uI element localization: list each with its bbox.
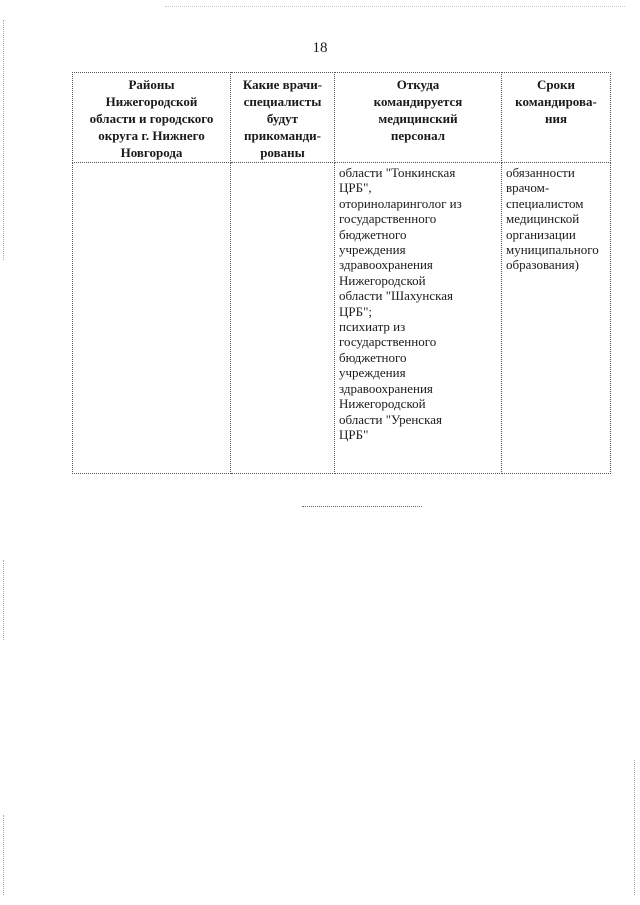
cell-district — [73, 163, 231, 474]
header-origin: Откуда командируется медицинский персонал — [335, 73, 502, 163]
scan-edge-right — [634, 760, 635, 895]
scan-edge-top — [165, 6, 625, 7]
cell-specialists — [231, 163, 335, 474]
table-header-row — [73, 73, 611, 163]
cell-origin: области "Тонкинская ЦРБ", оториноларинголог из государственного бюджетного учреждения здравоохранения Нижегородской области "Шахунская ЦРБ"; психиатр из государственного бюджетного учреждения здравоохранения Нижегородской области "Уренская ЦРБ" — [335, 163, 502, 474]
scan-edge-left-lower — [3, 560, 4, 640]
cell-period: обязанности врачом- специалистом медицинской организации муниципального образования) — [502, 163, 611, 474]
header-districts: Районы Нижегородской области и городского округа г. Нижнего Новгорода — [73, 73, 231, 163]
header-period: Сроки командирова- ния — [502, 73, 611, 163]
end-rule-divider — [302, 506, 422, 507]
table-row — [73, 163, 611, 474]
assignment-table — [72, 72, 611, 474]
header-specialists: Какие врачи- специалисты будут прикоманди- рованы — [231, 73, 335, 163]
page-number: 18 — [312, 40, 328, 56]
scan-edge-left-bottom — [3, 815, 4, 895]
